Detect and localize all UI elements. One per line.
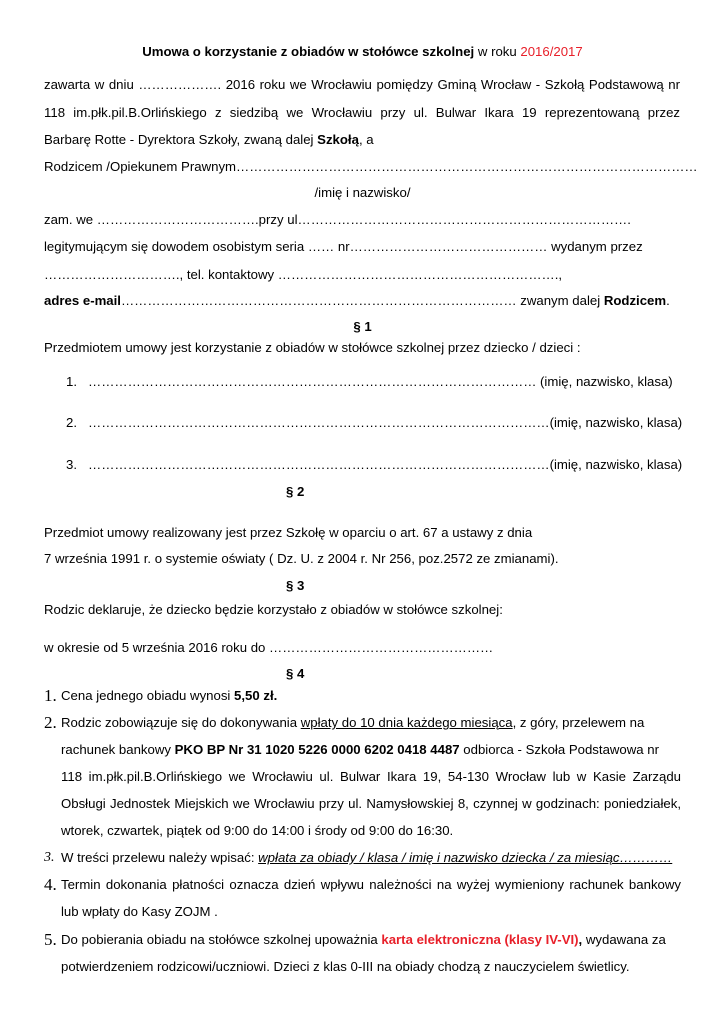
section-2-line-2: 7 września 1991 r. o systemie oświaty ( Dz. U. z 2004 r. Nr 256, poz.2572 ze zmianami).	[44, 551, 559, 566]
phone-field: …………………………., tel. kontaktowy ……………………………………………………….,	[44, 267, 563, 282]
point-2-line-2	[61, 742, 681, 758]
point-5-number: 5.	[44, 930, 57, 949]
payment-deadline: wpłaty do 10 dnia każdego miesiąca	[300, 715, 513, 730]
child-item-number: 1.	[66, 374, 77, 389]
point-5-comma: ,	[578, 932, 583, 947]
address-field: zam. we ……………………………….przy ul………………………………………………………………….	[44, 212, 631, 227]
child-item-dots: ……………………………………………………………………………………………	[88, 415, 550, 430]
parent-name-field: Rodzicem /Opiekunem Prawnym……………………………………………………………………………………………	[44, 159, 698, 174]
point-2-text-c: , z góry, przelewem na	[512, 715, 645, 730]
point-2-line-5: wtorek, czwartek, piątek od 9:00 do 14:00 i środy od 9:00 do 16:30.	[61, 823, 454, 838]
child-item	[66, 457, 682, 473]
bank-account-number: PKO BP Nr 31 1020 5226 0000 6202 0418 4487	[174, 742, 460, 757]
section-3-heading: § 3	[286, 578, 305, 593]
point-2-number: 2.	[44, 713, 57, 732]
parent-term: Rodzicem	[603, 293, 667, 308]
recipient-label: odbiorca - Szkoła Podstawowa nr	[459, 742, 660, 757]
email-dots: ……………………………………………………………………………… zwanym dalej	[120, 293, 604, 308]
point-5-line-2: potwierdzeniem rodzicowi/uczniowi. Dzieci z klas 0-III na obiady chodzą z nauczycielem świetlicy.	[61, 959, 630, 974]
child-item	[66, 374, 673, 390]
section-2-heading: § 2	[286, 484, 305, 499]
point-3-number: 3.	[44, 850, 55, 865]
point-5-text-a: Do pobierania obiadu na stołówce szkolnej upoważnia	[61, 932, 382, 947]
intro-line-3c: , a	[358, 132, 374, 147]
price-label: Cena jednego obiadu wynosi	[61, 688, 235, 703]
section-1-text: Przedmiotem umowy jest korzystanie z obiadów w stołówce szkolnej przez dziecko / dzieci :	[44, 340, 581, 355]
point-2-line-4: Obsługi Jednostek Miejskich we Wrocławiu przy ul. Namysłowskiej 8, czynnej w godzinach: poniedziałek,	[61, 796, 681, 811]
price-value: 5,50 zł.	[234, 688, 278, 703]
point-4-line-1: Termin dokonania płatności oznacza dzień wpływu należności na wyżej wymieniony rachunek bankowy	[61, 877, 681, 892]
intro-line-3	[44, 132, 680, 148]
child-item-dots: ……………………………………………………………………………………………	[88, 457, 550, 472]
point-5-line-1	[61, 932, 681, 948]
point-2-line-3: 118 im.płk.pil.B.Orlińskiego we Wrocławiu ul. Bulwar Ikara 19, 54-130 Wrocław lub w Kasie Zarządu	[61, 769, 681, 784]
email-end: .	[666, 293, 670, 308]
title-main: Umowa o korzystanie z obiadów w stołówce szkolnej	[142, 44, 475, 59]
point-4-number: 4.	[44, 875, 57, 894]
section-3-line-1: Rodzic deklaruje, że dziecko będzie korzystało z obiadów w stołówce szkolnej:	[44, 602, 503, 617]
point-5-text-d: wydawana za	[582, 932, 666, 947]
child-item-dots: …………………………………………………………………………………………	[88, 374, 537, 389]
point-2-line-1	[61, 715, 681, 731]
id-field: legitymującym się dowodem osobistym seria …… nr……………………………………… wydanym przez	[44, 239, 643, 254]
transfer-title-label: W treści przelewu należy wpisać:	[61, 850, 259, 865]
intro-line-3a: Barbarę Rotte - Dyrektora Szkoły, zwaną dalej	[44, 132, 318, 147]
section-3-line-2: w okresie od 5 września 2016 roku do ……………………………………………	[44, 640, 494, 655]
point-1-text	[61, 688, 681, 704]
child-item-number: 2.	[66, 415, 77, 430]
name-hint: /imię i nazwisko/	[314, 185, 411, 200]
account-label: rachunek bankowy	[61, 742, 175, 757]
email-field	[44, 293, 680, 309]
child-item-number: 3.	[66, 457, 77, 472]
intro-line-1: zawarta w dniu ………………. 2016 roku we Wrocławiu pomiędzy Gminą Wrocław - Szkołą Podstawową nr	[44, 77, 680, 92]
child-item-hint: (imię, nazwisko, klasa)	[549, 415, 683, 430]
section-4-heading: § 4	[286, 666, 305, 681]
email-label: adres e-mail	[44, 293, 121, 308]
child-item-hint: (imię, nazwisko, klasa)	[536, 374, 673, 389]
transfer-title-template: wpłata za obiady / klasa / imię i nazwisko dziecka / za miesiąc…………	[258, 850, 673, 865]
section-2-line-1: Przedmiot umowy realizowany jest przez Szkołę w oparciu o art. 67 a ustawy z dnia	[44, 525, 533, 540]
child-item-hint: (imię, nazwisko, klasa)	[549, 457, 683, 472]
school-term: Szkołą	[317, 132, 359, 147]
electronic-card: karta elektroniczna (klasy IV-VI)	[381, 932, 579, 947]
point-2-text-a: Rodzic zobowiązuje się do dokonywania	[61, 715, 301, 730]
intro-line-2: 118 im.płk.pil.B.Orlińskiego z siedzibą we Wrocławiu przy ul. Bulwar Ikara 19 reprezentowaną przez	[44, 105, 680, 120]
section-1-heading: § 1	[353, 319, 372, 334]
point-1-number: 1.	[44, 686, 57, 705]
document-title	[0, 44, 725, 60]
child-item	[66, 415, 682, 431]
title-year: 2016/2017	[520, 44, 583, 59]
point-3-text	[61, 850, 681, 866]
title-mid: w roku	[474, 44, 521, 59]
point-4-line-2: lub wpłaty do Kasy ZOJM .	[61, 904, 218, 919]
